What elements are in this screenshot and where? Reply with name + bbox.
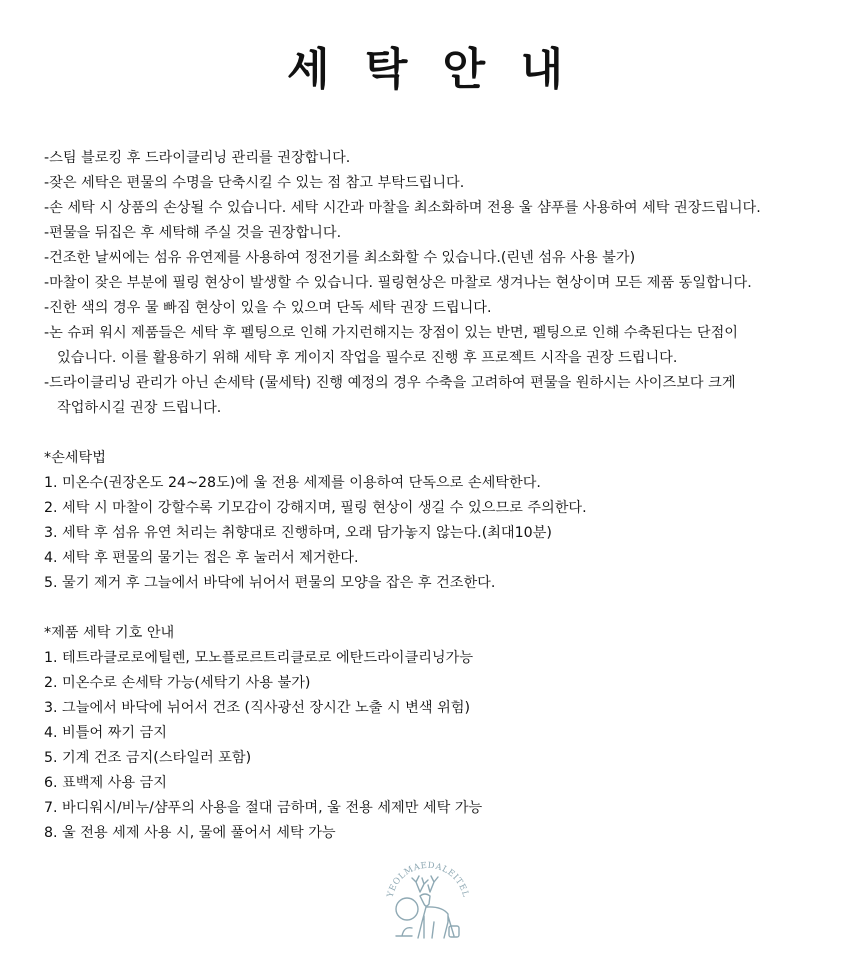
hand-wash-step: 3. 세탁 후 섬유 유연 처리는 취향대로 진행하며, 오래 담가놓지 않는다.(최대10분) [44,525,552,541]
care-note: -논 슈퍼 워시 제품들은 세탁 후 펠팅으로 인해 가지런해지는 장점이 있는 반면, 펠팅으로 인해 수축된다는 단점이 [44,325,739,341]
hand-wash-step: 1. 미온수(권장온도 24~28도)에 울 전용 세제를 이용하여 단독으로 손세탁한다. [44,475,541,491]
care-symbol-item: 3. 그늘에서 바닥에 뉘어서 건조 (직사광선 장시간 노출 시 변색 위험) [44,700,471,716]
care-symbol-item: 6. 표백제 사용 금지 [44,775,168,791]
care-symbol-item: 5. 기계 건조 금지(스타일러 포함) [44,750,252,766]
care-note: -건조한 날씨에는 섬유 유연제를 사용하여 정전기를 최소화할 수 있습니다.(린넨 섬유 사용 불가) [44,250,636,266]
care-symbol-item: 1. 테트라클로로에틸렌, 모노플로르트리클로로 에탄드라이클리닝가능 [44,650,474,666]
hand-wash-step: 2. 세탁 시 마찰이 강할수록 기모감이 강해지며, 필링 현상이 생길 수 있으므로 주의한다. [44,500,587,516]
care-note: -드라이클리닝 관리가 아닌 손세탁 (물세탁) 진행 예정의 경우 수축을 고려하여 편물을 원하시는 사이즈보다 크게 [44,375,736,391]
logo-text: YEOLMAEDALEITEL [385,860,471,899]
deer-emblem-icon [372,852,482,948]
care-note: -편물을 뒤집은 후 세탁해 주실 것을 권장합니다. [44,225,342,241]
care-symbol-item: 8. 울 전용 세제 사용 시, 물에 풀어서 세탁 가능 [44,825,336,841]
care-symbols-heading: *제품 세탁 기호 안내 [44,625,175,641]
care-note-continued: 있습니다. 이를 활용하기 위해 세탁 후 게이지 작업을 필수로 진행 후 프로젝트 시작을 권장 드립니다. [57,350,678,366]
hand-wash-heading: *손세탁법 [44,450,106,466]
care-notes [44,146,844,846]
care-symbol-item: 4. 비틀어 짜기 금지 [44,725,168,741]
care-symbol-item: 7. 바디워시/비누/샴푸의 사용을 절대 금하며, 울 전용 세제만 세탁 가능 [44,800,483,816]
care-note: -손 세탁 시 상품의 손상될 수 있습니다. 세탁 시간과 마찰을 최소화하며 전용 울 샴푸를 사용하여 세탁 권장드립니다. [44,200,761,216]
care-symbol-item: 2. 미온수로 손세탁 가능(세탁기 사용 불가) [44,675,311,691]
hand-wash-step: 5. 물기 제거 후 그늘에서 바닥에 뉘어서 편물의 모양을 잡은 후 건조한다. [44,575,496,591]
care-note-continued: 작업하시길 권장 드립니다. [57,400,222,416]
brand-logo [372,852,482,948]
care-note: -스팀 블로킹 후 드라이클리닝 관리를 권장합니다. [44,150,351,166]
page-title: 세 탁 안 내 [287,44,573,95]
care-note: -잦은 세탁은 편물의 수명을 단축시킬 수 있는 점 참고 부탁드립니다. [44,175,465,191]
hand-wash-step: 4. 세탁 후 편물의 물기는 접은 후 눌러서 제거한다. [44,550,359,566]
care-note: -진한 색의 경우 물 빠짐 현상이 있을 수 있으며 단독 세탁 권장 드립니다. [44,300,492,316]
care-note: -마찰이 잦은 부분에 필링 현상이 발생할 수 있습니다. 필링현상은 마찰로 생겨나는 현상이며 모든 제품 동일합니다. [44,275,752,291]
